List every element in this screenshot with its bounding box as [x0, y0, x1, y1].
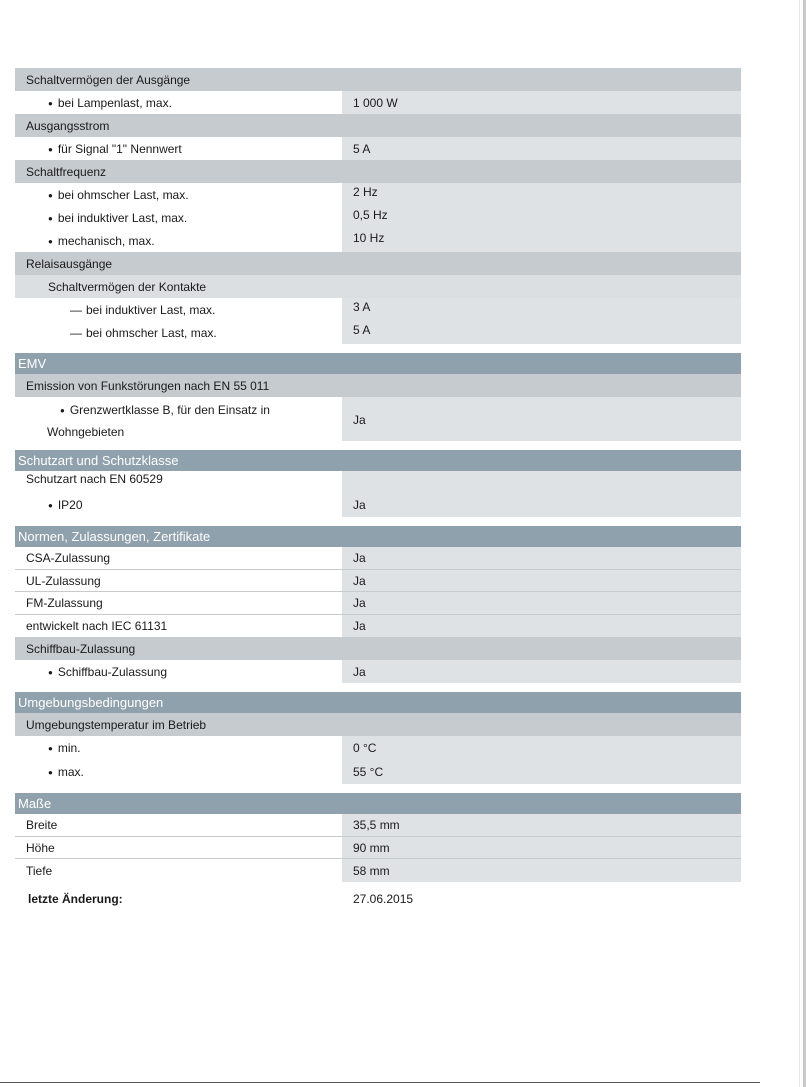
spec-sheet	[15, 68, 741, 912]
section-header-normen	[15, 526, 741, 547]
spec-row-max	[15, 760, 741, 784]
bullet-icon	[47, 403, 70, 417]
spec-row-schiffbau	[15, 660, 741, 683]
section-title: Maße	[18, 796, 52, 811]
spec-label: FM-Zulassung	[26, 596, 103, 610]
spec-label	[15, 498, 342, 512]
spec-label-text: IP20	[57, 498, 83, 512]
spec-value: Ja	[342, 397, 741, 441]
section-header-schutzart	[15, 450, 741, 471]
spec-row-relais-induktiv	[15, 298, 741, 321]
subheader-kontakte	[15, 275, 741, 298]
bullet-icon	[48, 96, 58, 110]
spec-row-min	[15, 736, 741, 760]
subheader-label: Emission von Funkstörungen nach EN 55 011	[26, 378, 270, 393]
spec-row-hoehe	[15, 837, 741, 859]
subheader-label: Schiffbau-Zulassung	[26, 641, 136, 656]
subheader-schaltfrequenz	[15, 160, 741, 183]
spec-label	[15, 326, 342, 340]
subheader-label: Schaltvermögen der Ausgänge	[26, 72, 191, 87]
section-title: Normen, Zulassungen, Zertifikate	[18, 529, 211, 544]
spec-label	[15, 665, 342, 679]
section-header-emv	[15, 353, 741, 374]
spec-value: 10 Hz	[342, 229, 741, 252]
spec-value: 2 Hz	[342, 183, 741, 206]
subheader-ausgangsstrom	[15, 114, 741, 137]
spec-row-en60529	[15, 471, 741, 493]
spec-label	[15, 142, 342, 156]
spec-label-text-line2: Wohngebieten	[47, 425, 125, 439]
spec-row-tiefe	[15, 859, 741, 882]
dash-icon	[70, 303, 86, 317]
spec-value: 5 A	[342, 137, 741, 160]
spec-label	[15, 741, 342, 755]
spec-row-grenzwert	[15, 397, 741, 441]
spec-label	[15, 397, 342, 442]
spec-label-text: Schiffbau-Zulassung	[57, 664, 168, 679]
spec-value: Ja	[342, 570, 741, 591]
spec-row-mechanisch	[15, 229, 741, 252]
section-title: Schutzart und Schutzklasse	[18, 453, 179, 468]
section-title: EMV	[18, 356, 47, 371]
spec-value: Ja	[342, 547, 741, 569]
spec-label: entwickelt nach IEC 61131	[26, 619, 168, 633]
spec-label: CSA-Zulassung	[26, 551, 111, 565]
spec-value: 1 000 W	[342, 91, 741, 114]
spec-label-text: Grenzwertklasse B, für den Einsatz in	[69, 403, 270, 417]
subheader-emission	[15, 374, 741, 397]
spec-label-text: bei ohmscher Last, max.	[86, 325, 217, 340]
spec-row-relais-ohmsch	[15, 321, 741, 344]
spec-row-ip20	[15, 493, 741, 517]
spec-label-text: mechanisch, max.	[57, 233, 155, 248]
spec-label: Breite	[26, 818, 58, 832]
subheader-label: Schaltfrequenz	[26, 164, 107, 179]
spec-label	[15, 96, 342, 110]
spec-value: 5 A	[342, 321, 741, 344]
last-change-row	[15, 886, 741, 912]
spec-value: Ja	[342, 592, 741, 614]
subheader-label: Schaltvermögen der Kontakte	[48, 279, 207, 294]
last-change-date: 27.06.2015	[353, 892, 414, 906]
spec-value: 90 mm	[342, 837, 741, 858]
spec-label: UL-Zulassung	[26, 573, 101, 588]
spec-row-ul	[15, 570, 741, 592]
bottom-rule	[0, 1082, 760, 1083]
bullet-icon	[48, 211, 58, 225]
spec-label: Höhe	[26, 840, 55, 855]
spec-label: Tiefe	[26, 863, 53, 878]
spec-value: 35,5 mm	[342, 814, 741, 836]
spec-label-text: bei induktiver Last, max.	[86, 302, 216, 317]
spec-value: Ja	[342, 615, 741, 637]
spec-label	[15, 765, 342, 779]
subheader-label: Ausgangsstrom	[26, 118, 110, 133]
section-title: Umgebungsbedingungen	[18, 695, 164, 710]
bullet-icon	[48, 142, 58, 156]
subheader-relaisausgaenge	[15, 252, 741, 275]
spec-value: 0,5 Hz	[342, 206, 741, 229]
bullet-icon	[48, 498, 58, 512]
subheader-schiffbau	[15, 637, 741, 660]
spec-label	[15, 234, 342, 248]
bullet-icon	[48, 741, 58, 755]
spec-value: Ja	[342, 660, 741, 683]
spec-value: 58 mm	[342, 859, 741, 882]
section-header-masse	[15, 793, 741, 814]
spec-row-fm	[15, 592, 741, 615]
spec-label: Schutzart nach EN 60529	[26, 472, 163, 486]
spec-row-lampenlast	[15, 91, 741, 114]
spec-label-text: bei induktiver Last, max.	[57, 210, 188, 225]
spec-value: 55 °C	[342, 760, 741, 784]
subheader-temperatur	[15, 713, 741, 736]
subheader-label: Umgebungstemperatur im Betrieb	[26, 717, 207, 732]
spec-row-breite	[15, 814, 741, 837]
spec-label-text: für Signal "1" Nennwert	[57, 141, 182, 156]
spec-value: 0 °C	[342, 736, 741, 760]
spec-value	[342, 471, 741, 493]
subheader-schaltvermoegen	[15, 68, 741, 91]
spec-label-text: bei ohmscher Last, max.	[57, 187, 189, 202]
page-edge-line	[799, 0, 800, 1087]
bullet-icon	[48, 234, 58, 248]
spec-row-ohmsch	[15, 183, 741, 206]
spec-label	[15, 303, 342, 317]
bullet-icon	[48, 665, 58, 679]
bullet-icon	[48, 188, 58, 202]
spec-row-csa	[15, 547, 741, 570]
last-change-label: letzte Änderung:	[28, 892, 123, 906]
dash-icon	[70, 326, 86, 340]
section-header-umgebung	[15, 692, 741, 713]
spec-row-signal	[15, 137, 741, 160]
subheader-label: Relaisausgänge	[26, 256, 113, 271]
spec-label-text: min.	[57, 741, 81, 755]
spec-label	[15, 188, 342, 202]
spec-label	[15, 211, 342, 225]
spec-row-iec	[15, 615, 741, 637]
spec-label-text: max.	[57, 765, 84, 779]
spec-label-text: bei Lampenlast, max.	[57, 95, 172, 110]
bullet-icon	[48, 765, 58, 779]
spec-row-induktiv	[15, 206, 741, 229]
spec-value: Ja	[342, 493, 741, 517]
spec-value: 3 A	[342, 298, 741, 321]
